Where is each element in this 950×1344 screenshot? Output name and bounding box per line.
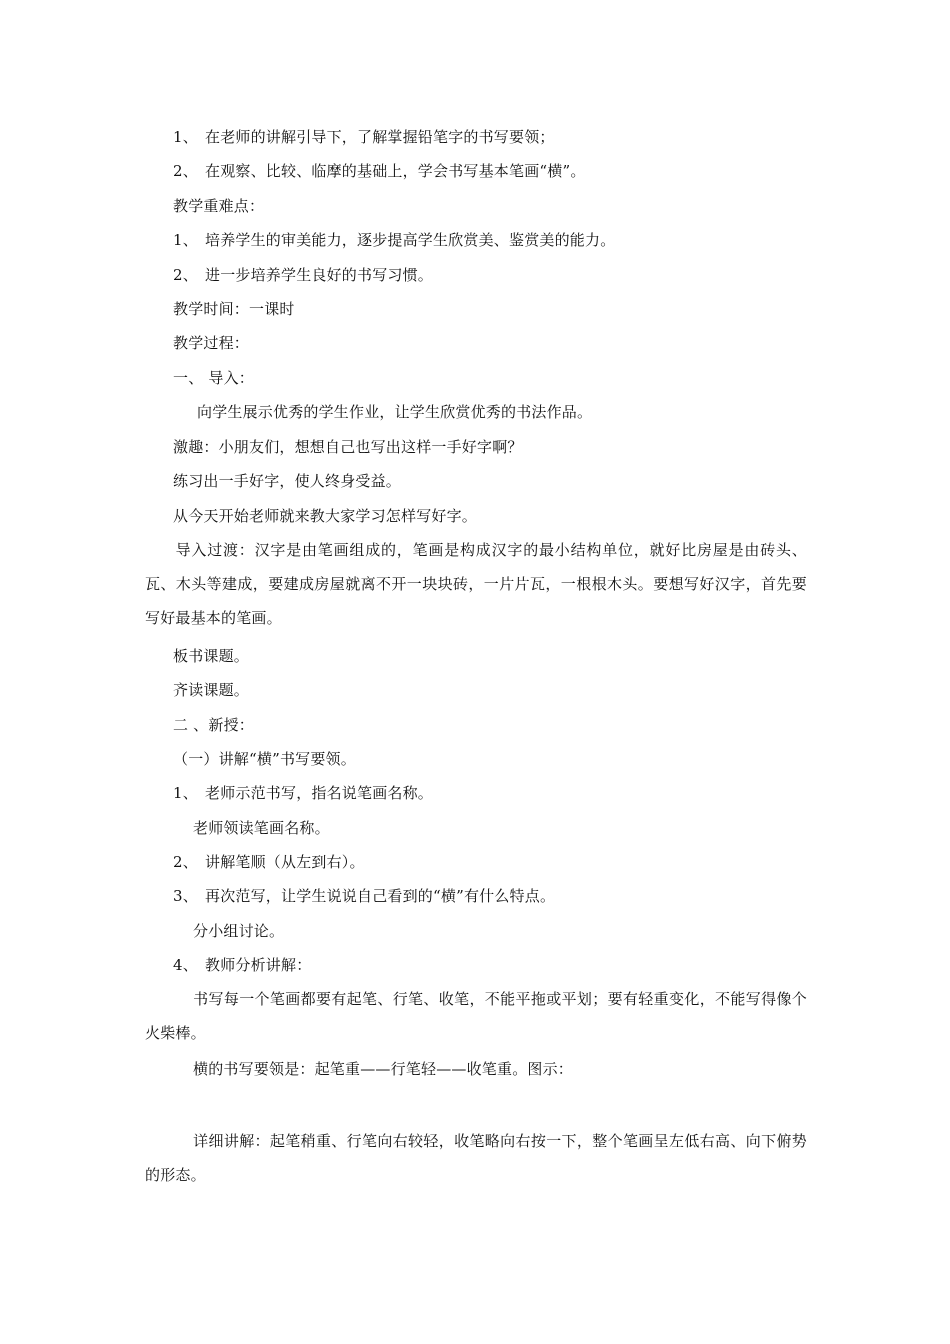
section-2-heading: 二 、新授： — [173, 716, 254, 734]
transition-paragraph — [145, 533, 807, 635]
detail-paragraph-text: 详细讲解：起笔稍重、行笔向右较轻，收笔略向右按一下，整个笔画呈左低右高、向下俯势的形态。 — [145, 1132, 807, 1184]
step-1-text: 老师示范书写，指名说笔画名称。 — [205, 784, 434, 802]
key-point-1-text: 培养学生的审美能力，逐步提高学生欣赏美、鉴赏美的能力。 — [205, 231, 616, 249]
key-point-1 — [173, 230, 615, 250]
objective-1 — [173, 127, 555, 147]
intro-line-1: 向学生展示优秀的学生作业，让学生欣赏优秀的书法作品。 — [197, 403, 593, 421]
step-4-number: 4、 — [173, 956, 198, 974]
objective-2 — [173, 161, 586, 181]
key-point-2 — [173, 265, 433, 285]
key-point-2-text: 进一步培养学生良好的书写习惯。 — [205, 266, 434, 284]
step-4 — [173, 955, 311, 975]
key-point-1-number: 1、 — [173, 231, 198, 249]
intro-line-3: 练习出一手好字，使人终身受益。 — [173, 472, 402, 490]
step-3 — [173, 886, 555, 906]
section-1-heading: 一、 导入： — [173, 369, 254, 387]
step-3-sub: 分小组讨论。 — [193, 922, 285, 940]
key-point-2-number: 2、 — [173, 266, 198, 284]
step-2-number: 2、 — [173, 853, 198, 871]
step-3-number: 3、 — [173, 887, 198, 905]
key-points-heading: 教学重难点： — [173, 197, 265, 215]
step-1 — [173, 783, 433, 803]
detail-paragraph — [145, 1124, 807, 1192]
transition-paragraph-text: 导入过渡：汉字是由笔画组成的，笔画是构成汉字的最小结构单位，就好比房屋是由砖头、瓦、木头等建成，要建成房屋就离不开一块块砖，一片片瓦，一根根木头。要想写好汉字，首先要写好最基本的笔画。 — [145, 541, 807, 627]
board-title: 板书课题。 — [173, 647, 250, 665]
subsection-1-heading: （一）讲解“横”书写要领。 — [173, 750, 356, 768]
step-3-text: 再次范写，让学生说说自己看到的“横”有什么特点。 — [205, 887, 556, 905]
heng-rule: 横的书写要领是：起笔重——行笔轻——收笔重。图示： — [193, 1060, 574, 1078]
teaching-time: 教学时间：一课时 — [173, 300, 295, 318]
step-4-text: 教师分析讲解： — [205, 956, 312, 974]
process-heading: 教学过程： — [173, 334, 250, 352]
intro-line-2: 激趣：小朋友们，想想自己也写出这样一手好字啊？ — [173, 438, 523, 456]
step-1-sub: 老师领读笔画名称。 — [193, 819, 330, 837]
step-2 — [173, 852, 365, 872]
step-2-text: 讲解笔顺（从左到右）。 — [205, 853, 365, 871]
read-title: 齐读课题。 — [173, 681, 250, 699]
objective-1-number: 1、 — [173, 128, 198, 146]
intro-line-4: 从今天开始老师就来教大家学习怎样写好字。 — [173, 507, 478, 525]
step-1-number: 1、 — [173, 784, 198, 802]
objective-1-text: 在老师的讲解引导下，了解掌握铅笔字的书写要领； — [205, 128, 555, 146]
analysis-paragraph — [145, 982, 807, 1050]
objective-2-number: 2、 — [173, 162, 198, 180]
analysis-paragraph-text: 书写每一个笔画都要有起笔、行笔、收笔，不能平拖或平划；要有轻重变化，不能写得像个火柴棒。 — [145, 990, 807, 1042]
objective-2-text: 在观察、比较、临摩的基础上，学会书写基本笔画“横”。 — [205, 162, 586, 180]
